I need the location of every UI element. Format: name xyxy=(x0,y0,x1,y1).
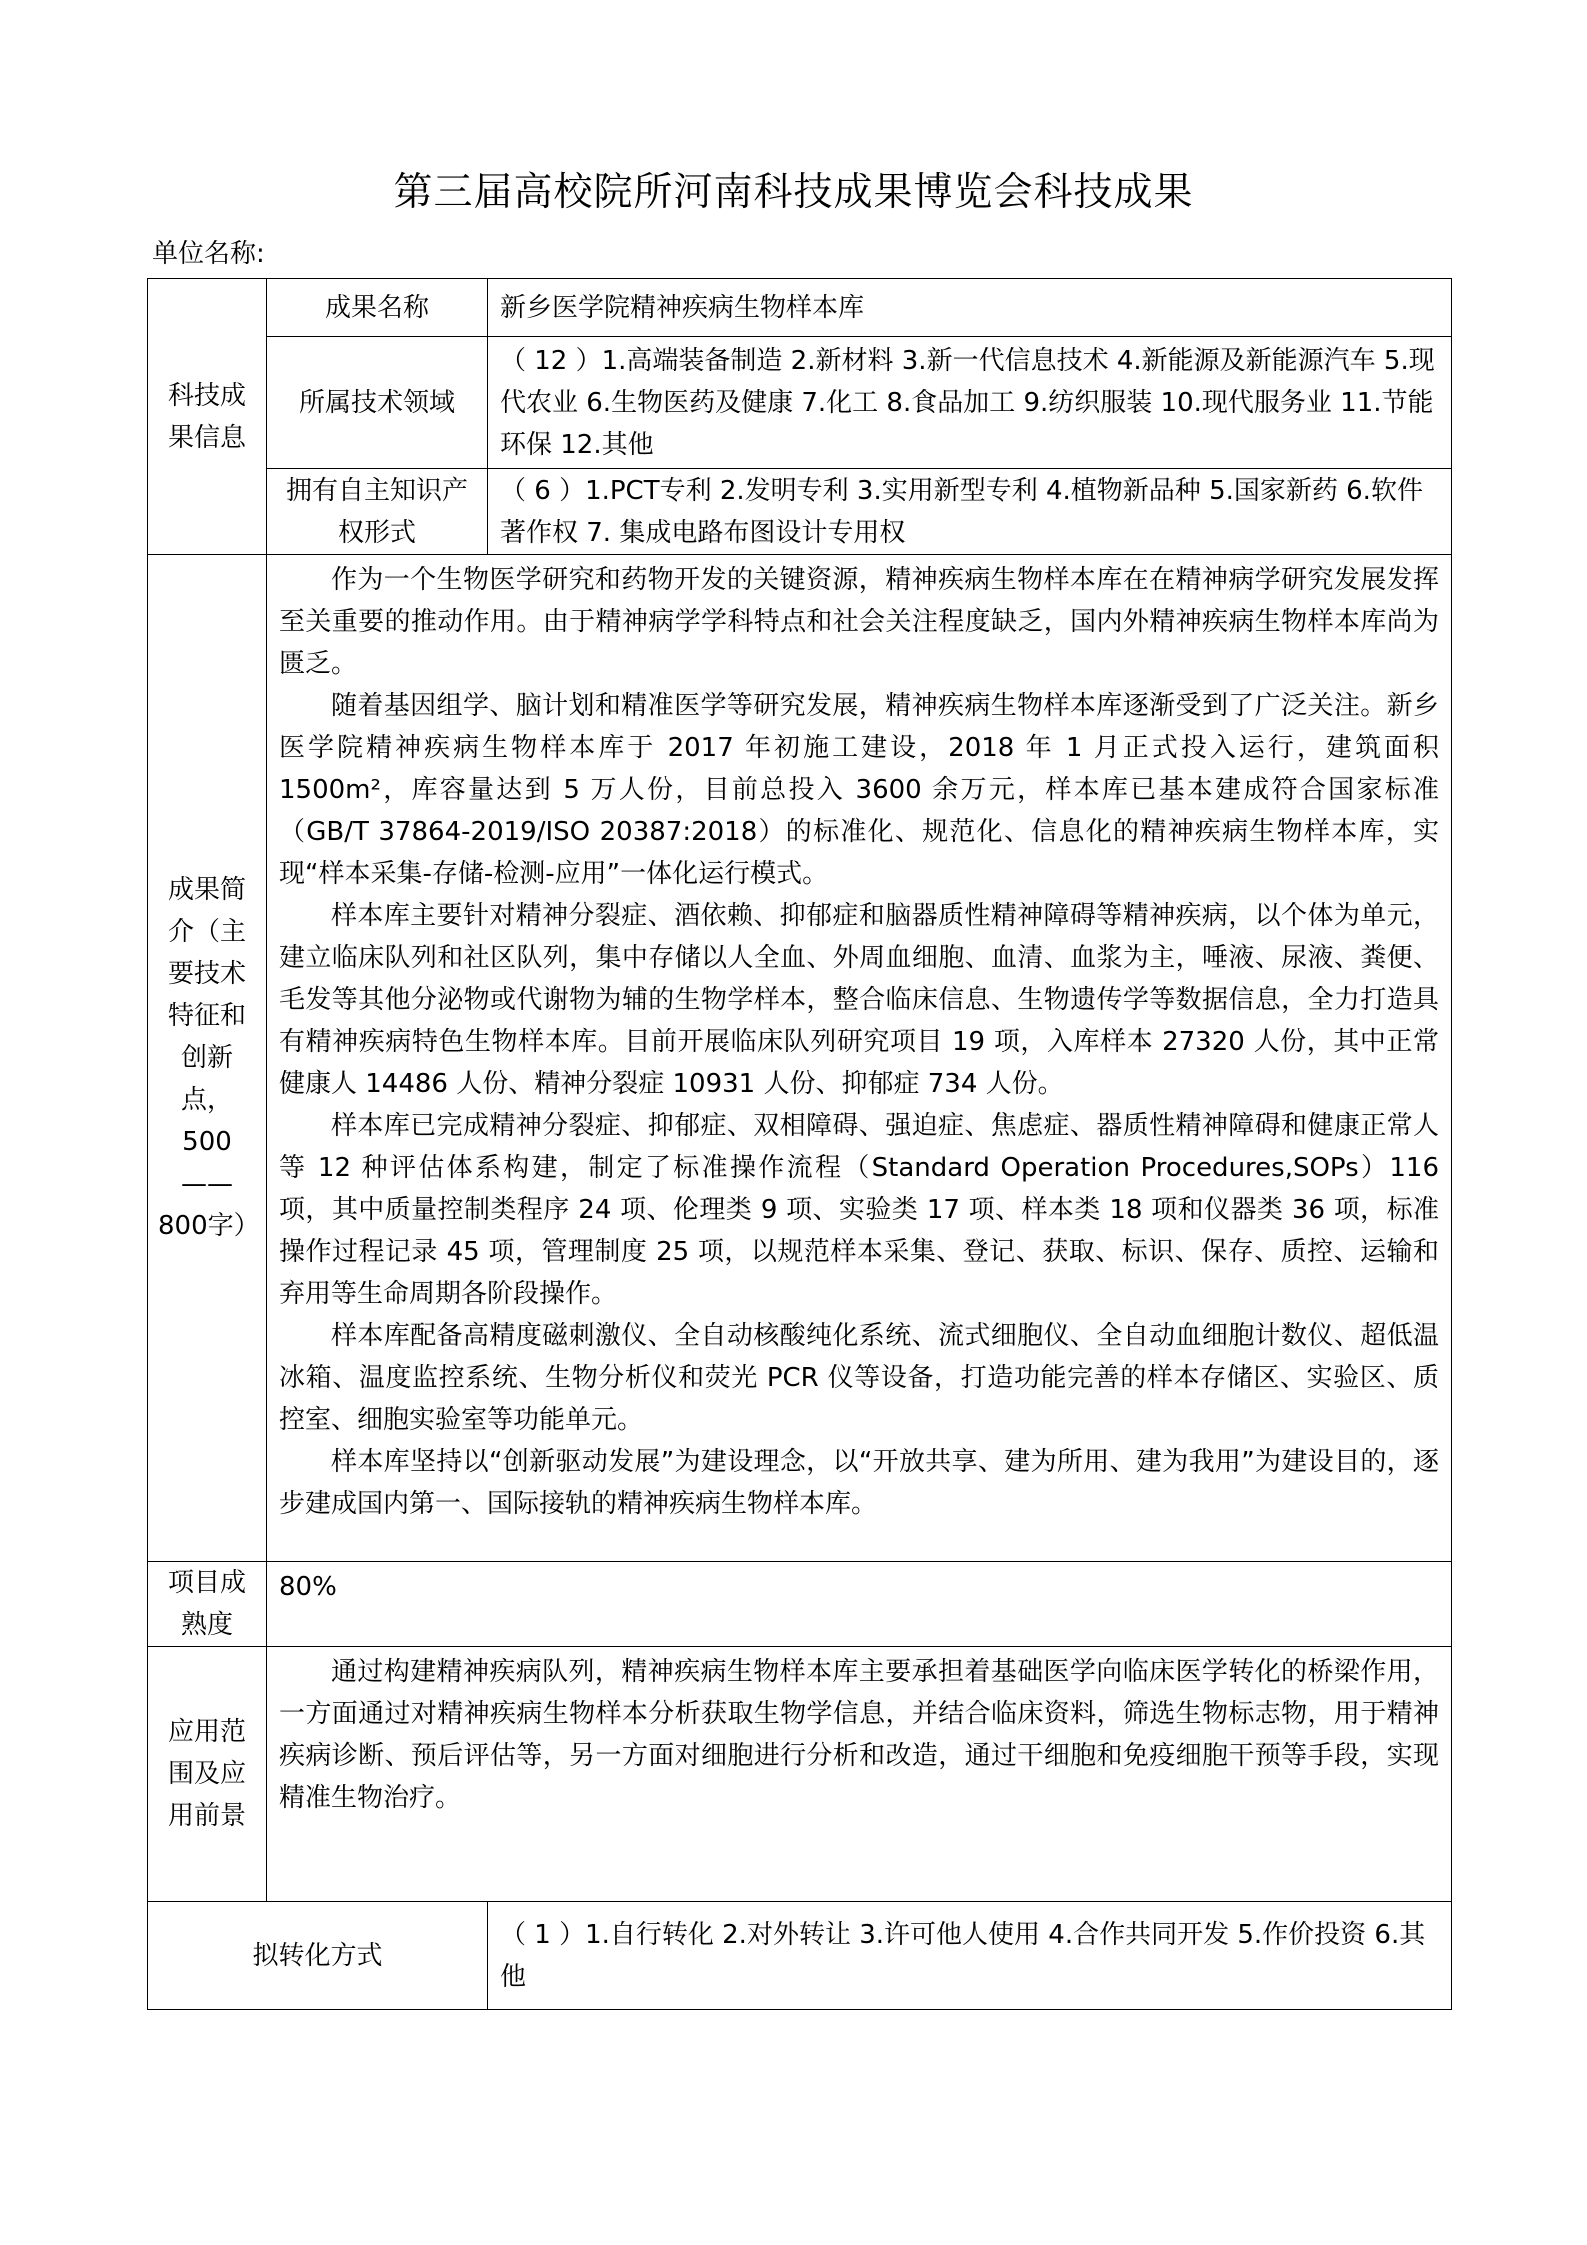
application-label: 应用范围及应用前景 xyxy=(148,1647,267,1902)
page-title: 第三届高校院所河南科技成果博览会科技成果 xyxy=(393,170,1194,215)
application-content xyxy=(267,1647,1452,1902)
summary-paragraph: 样本库配备高精度磁刺激仪、全自动核酸纯化系统、流式细胞仪、全自动血细胞计数仪、超低温冰箱、温度监控系统、生物分析仪和荧光 PCR 仪等设备，打造功能完善的样本存储区、实验区、质控室、细胞实验室等功能单元。 xyxy=(279,1321,1439,1435)
maturity-label: 项目成熟度 xyxy=(148,1562,267,1647)
ip-form-label: 拥有自主知识产权形式 xyxy=(267,469,488,555)
application-paragraph: 通过构建精神疾病队列，精神疾病生物样本库主要承担着基础医学向临床医学转化的桥梁作用，一方面通过对精神疾病生物样本分析获取生物学信息，并结合临床资料，筛选生物标志物，用于精神疾病诊断、预后评估等，另一方面对细胞进行分析和改造，通过干细胞和免疫细胞干预等手段，实现精准生物治疗。 xyxy=(279,1657,1439,1813)
summary-paragraph: 样本库坚持以“创新驱动发展”为建设理念，以“开放共享、建为所用、建为我用”为建设目的，逐步建成国内第一、国际接轨的精神疾病生物样本库。 xyxy=(279,1447,1439,1519)
summary-paragraph: 随着基因组学、脑计划和精准医学等研究发展，精神疾病生物样本库逐渐受到了广泛关注。新乡医学院精神疾病生物样本库于 2017 年初施工建设，2018 年 1 月正式投入运行，建筑面积 1500m²，库容量达到 5 万人份，目前总投入 3600 余万元，样本库已基本建成符合国家标准（GB/T 37864-2019/ISO 20387:2018）的标准化、规范化、信息化的精神疾病生物样本库，实现“样本采集-存储-检测-应用”一体化运行模式。 xyxy=(279,691,1439,889)
transfer-value: （ 1 ）1.自行转化 2.对外转让 3.许可他人使用 4.合作共同开发 5.作价投资 6.其他 xyxy=(488,1902,1452,2010)
tech-info-section-label: 科技成果信息 xyxy=(148,279,267,555)
achievement-table xyxy=(147,278,1452,2010)
summary-paragraph: 样本库已完成精神分裂症、抑郁症、双相障碍、强迫症、焦虑症、器质性精神障碍和健康正常人等 12 种评估体系构建，制定了标准操作流程（Standard Operation Procedures,SOPs）116 项，其中质量控制类程序 24 项、伦理类 9 项、实验类 17 项、样本类 18 项和仪器类 36 项，标准操作过程记录 45 项，管理制度 25 项，以规范样本采集、登记、获取、标识、保存、质控、运输和弃用等生命周期各阶段操作。 xyxy=(279,1111,1439,1309)
tech-field-label: 所属技术领域 xyxy=(267,337,488,469)
summary-label: 成果简介（主要技术特征和创新点，500——800字） xyxy=(148,555,267,1562)
summary-paragraph: 样本库主要针对精神分裂症、酒依赖、抑郁症和脑器质性精神障碍等精神疾病，以个体为单元，建立临床队列和社区队列，集中存储以人全血、外周血细胞、血清、血浆为主，唾液、尿液、粪便、毛发等其他分泌物或代谢物为辅的生物学样本，整合临床信息、生物遗传学等数据信息，全力打造具有精神疾病特色生物样本库。目前开展临床队列研究项目 19 项，入库样本 27320 人份，其中正常健康人 14486 人份、精神分裂症 10931 人份、抑郁症 734 人份。 xyxy=(279,901,1439,1099)
achievement-name-value: 新乡医学院精神疾病生物样本库 xyxy=(488,279,1452,337)
tech-field-value: （ 12 ）1.高端装备制造 2.新材料 3.新一代信息技术 4.新能源及新能源汽车 5.现代农业 6.生物医药及健康 7.化工 8.食品加工 9.纺织服装 10.现代服务业 11.节能环保 12.其他 xyxy=(488,337,1452,469)
transfer-label: 拟转化方式 xyxy=(148,1902,488,2010)
maturity-value: 80% xyxy=(267,1562,1452,1647)
ip-form-value: （ 6 ）1.PCT专利 2.发明专利 3.实用新型专利 4.植物新品种 5.国家新药 6.软件著作权 7. 集成电路布图设计专用权 xyxy=(488,469,1452,555)
achievement-name-label: 成果名称 xyxy=(267,279,488,337)
summary-paragraph: 作为一个生物医学研究和药物开发的关键资源，精神疾病生物样本库在在精神病学研究发展发挥至关重要的推动作用。由于精神病学学科特点和社会关注程度缺乏，国内外精神疾病生物样本库尚为匮乏。 xyxy=(279,565,1439,679)
summary-content xyxy=(267,555,1452,1562)
unit-name-label: 单位名称: xyxy=(152,239,265,269)
